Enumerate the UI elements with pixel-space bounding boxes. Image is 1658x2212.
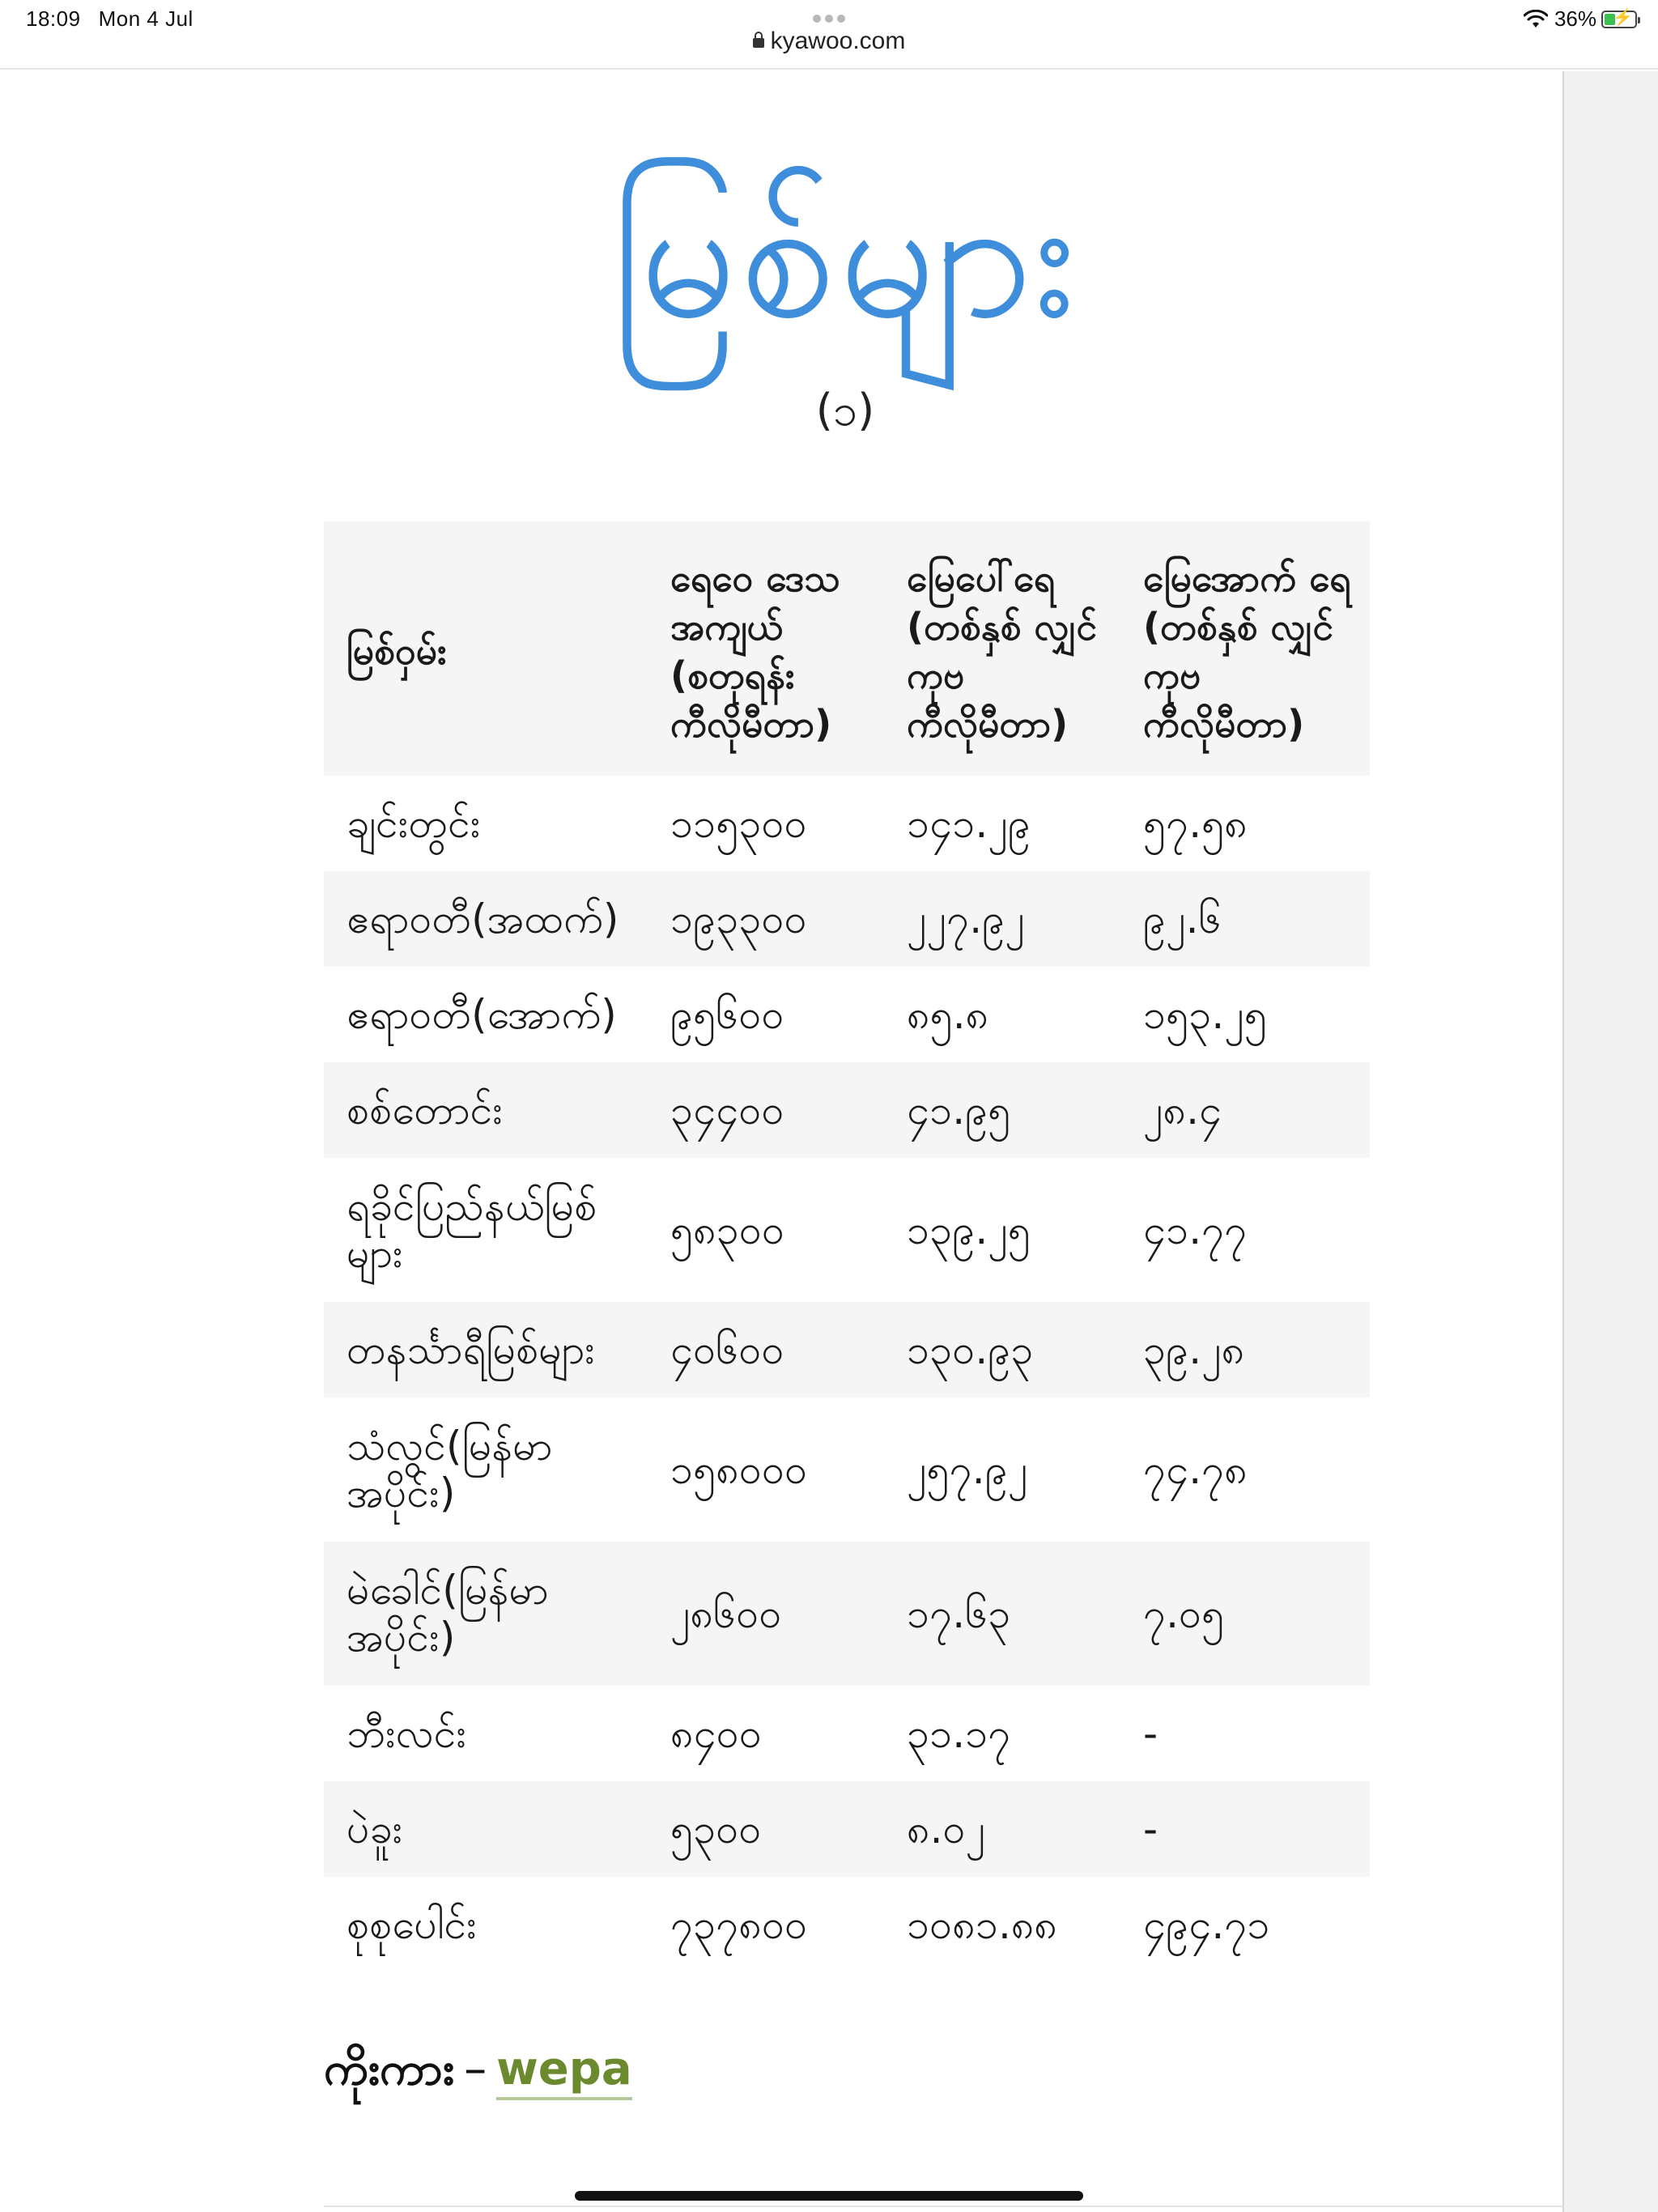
credit-label: ကိုးကား (324, 2043, 455, 2095)
table-row (324, 1542, 1370, 1686)
surface-water: ၁၀၈၁.၈၈ (907, 1901, 1057, 1948)
table-row (324, 871, 1370, 967)
catchment-area: ၅၃၀၀ (648, 1781, 884, 1877)
battery-percent: 36% (1554, 6, 1596, 31)
surface-water: ၁၃၀.၉၃ (884, 1302, 1120, 1397)
source-credit (324, 2040, 632, 2107)
url-text: kyawoo.com (770, 28, 906, 54)
catchment-area: ၁၉၃၃၀၀ (648, 871, 884, 967)
catchment-area: ၁၁၅၃၀၀ (670, 800, 807, 847)
groundwater: ၅၇.၅၈ (1143, 800, 1248, 847)
header-surface-water: မြေပေါ်ရေ (တစ်နှစ် လျှင် ကုဗ ကီလိုမီတာ) (884, 521, 1120, 776)
surface-water: ၄၁.၉၅ (884, 1062, 1120, 1158)
header-basin: မြစ်ဝှမ်း (324, 521, 648, 776)
surface-water: ၁၄၁.၂၉ (907, 800, 1031, 847)
basin-name: မဲခေါင်(မြန်မာအပိုင်း) (324, 1542, 648, 1686)
table-row (324, 1686, 1370, 1781)
catchment-area: ၄၀၆၀၀ (648, 1302, 884, 1397)
basin-name: ဧရာဝတီ(အောက်) (346, 991, 617, 1038)
credit-source-link[interactable]: wepa (496, 2043, 632, 2100)
catchment-area: ၃၄၄၀၀ (648, 1062, 884, 1158)
surface-water: ၈၅.၈ (907, 991, 989, 1038)
page-title: မြစ်များ (610, 158, 1080, 356)
groundwater: ၃၉.၂၈ (1120, 1302, 1370, 1397)
table-row (324, 776, 1370, 871)
surface-water: ၂၅၇.၉၂ (907, 1446, 1028, 1493)
header-groundwater: မြေအောက် ရေ (တစ်နှစ် လျှင် ကုဗ ကီလိုမီတာ) (1120, 521, 1370, 776)
battery-charging-icon: ⚡ (1601, 11, 1637, 28)
basin-name: ချင်းတွင်း (346, 800, 481, 847)
table-row (324, 1062, 1370, 1158)
groundwater: ၄၁.၇၇ (1143, 1206, 1248, 1253)
status-bar (0, 0, 1658, 70)
basin-name: ဘီးလင်း (346, 1710, 467, 1757)
basin-name: စစ်တောင်း (324, 1062, 648, 1158)
table-row (324, 1781, 1370, 1877)
tab-menu-dots-icon[interactable] (813, 15, 845, 24)
status-time: 18:09 (26, 6, 81, 31)
groundwater: ၉၂.၆ (1120, 871, 1370, 967)
groundwater: - (1143, 1710, 1158, 1757)
basin-name: တနင်္သာရီမြစ်များ (324, 1302, 648, 1397)
groundwater: ၇.၀၅ (1120, 1542, 1370, 1686)
groundwater: ၄၉၄.၇၁ (1143, 1901, 1270, 1948)
groundwater: - (1120, 1781, 1370, 1877)
status-date: Mon 4 Jul (98, 6, 193, 31)
divider (324, 2206, 1562, 2207)
catchment-area: ၇၃၇၈၀၀ (670, 1901, 808, 1948)
surface-water: ၂၂၇.၉၂ (884, 871, 1120, 967)
basin-name: ဧရာဝတီ(အထက်) (324, 871, 648, 967)
address-bar[interactable] (0, 28, 1658, 55)
groundwater: ၇၄.၇၈ (1143, 1446, 1248, 1493)
article-content (0, 71, 1562, 2212)
groundwater: ၂၈.၄ (1120, 1062, 1370, 1158)
status-indicators (1524, 6, 1637, 32)
page-subtitle: (၁) (815, 385, 875, 436)
home-indicator[interactable] (575, 2191, 1083, 2201)
surface-water: ၁၃၉.၂၅ (907, 1206, 1031, 1253)
catchment-area: ၅၈၃၀၀ (670, 1206, 785, 1253)
groundwater: ၁၅၃.၂၅ (1143, 991, 1267, 1038)
basin-name: သံလွင်(မြန်မာအပိုင်း) (346, 1423, 553, 1516)
table-row (324, 1302, 1370, 1397)
basin-name: စုစုပေါင်း (346, 1901, 477, 1948)
wifi-icon (1524, 10, 1548, 29)
surface-water: ၃၁.၁၇ (907, 1710, 1011, 1757)
basin-name: ရခိုင်ပြည်နယ်မြစ်များ (346, 1183, 597, 1277)
surface-water: ၁၇.၆၃ (884, 1542, 1120, 1686)
header-catchment-area: ရေဝေ ဒေသ အကျယ် (စတုရန်း ကီလိုမီတာ) (648, 521, 884, 776)
table-header-row (324, 521, 1370, 776)
table-row (324, 1158, 1370, 1302)
table-row (324, 1397, 1370, 1542)
basin-name: ပဲခူး (324, 1781, 648, 1877)
table-row (324, 967, 1370, 1062)
catchment-area: ၈၄၀၀ (670, 1710, 762, 1757)
surface-water: ၈.၀၂ (884, 1781, 1120, 1877)
table-total-row (324, 1877, 1370, 1972)
credit-separator: – (464, 2043, 487, 2095)
catchment-area: ၂၈၆၀၀ (648, 1542, 884, 1686)
catchment-area: ၉၅၆၀၀ (670, 991, 784, 1038)
catchment-area: ၁၅၈၀၀၀ (670, 1446, 808, 1493)
river-basin-table (324, 521, 1370, 1972)
lock-icon (753, 38, 764, 48)
